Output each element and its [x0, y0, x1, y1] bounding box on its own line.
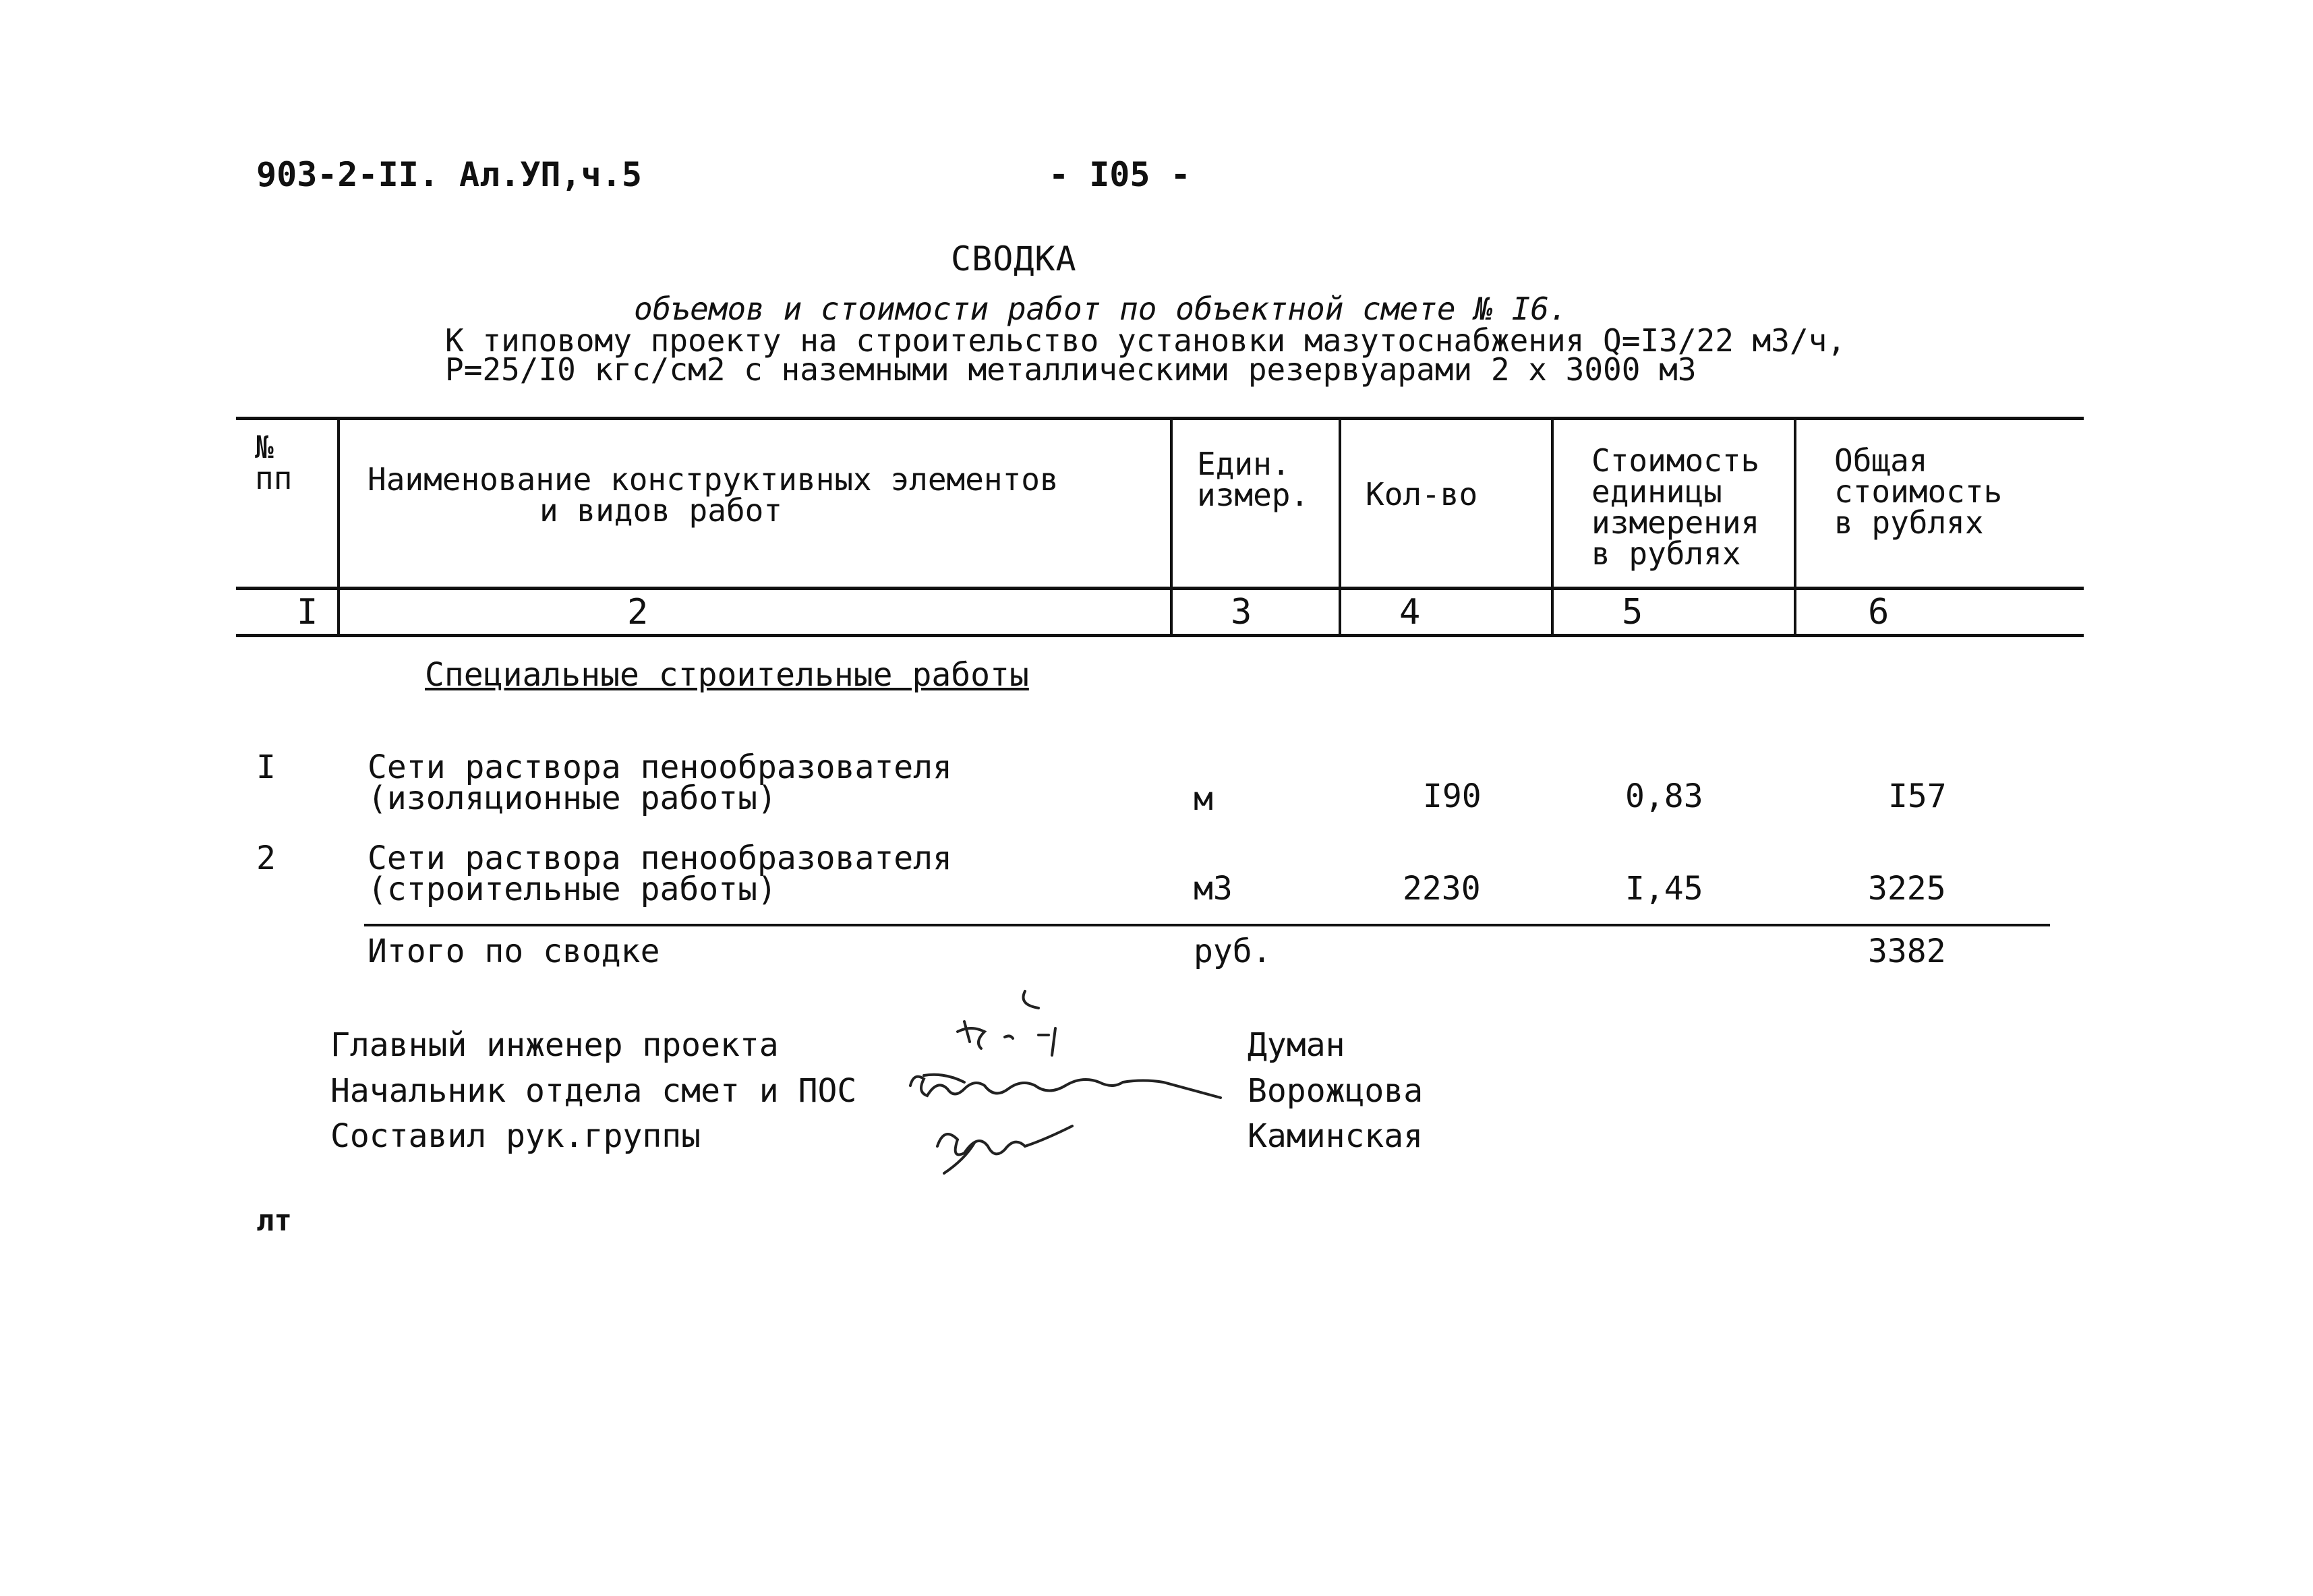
column-number: 2	[627, 592, 649, 632]
row-qty: I90	[1423, 777, 1482, 815]
header-total: Общая стоимость в рублях	[1834, 442, 2003, 541]
signature-name: Каминская	[1248, 1117, 1424, 1155]
column-divider	[337, 417, 340, 637]
footer-mark: лт	[256, 1204, 292, 1238]
header-name: Наименование конструктивных элементов и видов работ	[368, 461, 1059, 529]
column-numbers-rule	[236, 634, 2084, 637]
row-unit-cost: 0,83	[1625, 777, 1703, 815]
row-num: 2	[256, 839, 276, 877]
column-number: I	[297, 592, 318, 632]
row-total: 3225	[1868, 870, 1946, 908]
column-number: 6	[1868, 592, 1890, 632]
column-number: 4	[1399, 592, 1421, 632]
title-line-3: P=25/I0 кгс/см2 с наземными металлическими резервуарами 2 х 3000 м3	[445, 351, 1697, 388]
table-top-rule	[236, 417, 2084, 420]
row-name: Сети раствора пенообразователя (изоляционные работы)	[368, 748, 952, 817]
signature-role: Главный инженер проекта	[330, 1026, 779, 1064]
row-unit: м3	[1194, 870, 1233, 908]
section-title: Специальные строительные работы	[425, 656, 1029, 694]
summary-unit: руб.	[1194, 933, 1272, 970]
column-divider	[1170, 417, 1173, 637]
row-total: I57	[1888, 777, 1947, 815]
column-divider	[1794, 417, 1796, 637]
signature-name: Думан	[1248, 1026, 1345, 1064]
summary-label: Итого по сводке	[368, 933, 660, 970]
page-number: - I05 -	[1049, 155, 1191, 194]
column-divider	[1551, 417, 1554, 637]
header-num: № пп	[255, 429, 293, 496]
header-qty: Кол-во	[1366, 476, 1478, 512]
summary-rule	[364, 924, 2050, 926]
signature-name: Ворожцова	[1248, 1072, 1424, 1110]
signature-role: Составил рук.группы	[330, 1117, 701, 1155]
header-unit-cost: Стоимость единицы измерения в рублях	[1591, 442, 1760, 572]
row-name: Сети раствора пенообразователя (строительные работы)	[368, 839, 952, 908]
summary-total: 3382	[1868, 933, 1946, 970]
column-number: 5	[1622, 592, 1643, 632]
document-title: СВОДКА	[951, 239, 1077, 278]
row-num: I	[256, 748, 276, 786]
row-unit: м	[1194, 780, 1213, 818]
header-bottom-rule	[236, 587, 2084, 590]
title-line-1: объемов и стоимости работ по объектной смете № I6.	[634, 291, 1568, 327]
row-qty: 2230	[1403, 870, 1481, 908]
signature-role: Начальник отдела смет и ПОС	[330, 1072, 857, 1110]
handwritten-signature-icon	[897, 984, 1275, 1187]
column-number: 3	[1231, 592, 1252, 632]
title-line-2: К типовому проекту на строительство установки мазутоснабжения Q=I3/22 м3/ч,	[445, 322, 1846, 359]
row-unit-cost: I,45	[1625, 870, 1703, 908]
document-code: 903-2-II. Ал.УП,ч.5	[256, 155, 642, 194]
column-divider	[1339, 417, 1341, 637]
header-unit: Един. измер.	[1197, 446, 1310, 513]
